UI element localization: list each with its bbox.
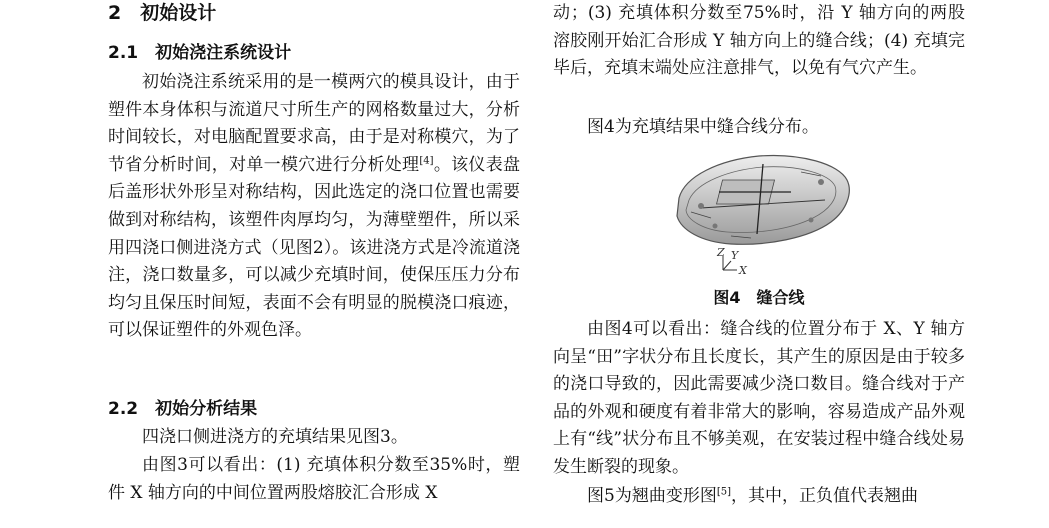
subsection-1-title: 2.1 初始浇注系统设计 [108, 43, 292, 63]
paragraph-weld-line-analysis: 由图4可以看出：缝合线的位置分布于 X、Y 轴方向呈“田”字状分布且长度长，其产生的原因是由于较多的浇口导致的，因此需要减少浇口数目。缝合线对于产品的外观和硬度有着非常大的影响，容易造成产品外观上有“线”状分布且不够美观，在安装过程中缝合线处易发生断裂的现象。 [553, 319, 965, 477]
weld-line-part-image [671, 146, 855, 278]
section-title: 2 初始设计 [108, 2, 217, 24]
paragraph-text: 初始浇注系统采用的是一模两穴的模具设计，由于塑件本身体积与流道尺寸所生产的网格数量过大，分析时间较长，对电脑配置要求高，由于是对称模穴，为了节省分析时间，对单一模穴进行分析处理 [108, 72, 520, 175]
paragraph-fill-result-intro: 四浇口侧进浇方的充填结果见图3。 [142, 427, 408, 447]
paragraph-fill-continued: 动；(3) 充填体积分数至75%时，沿 Y 轴方向的两股溶胶刚开始汇合形成 Y 轴方向上的缝合线；(4) 充填完毕后，充填末端处应注意排气，以免有气穴产生。 [553, 3, 965, 79]
citation-ref: [4] [419, 155, 434, 167]
paragraph-text-cont: 。该仪表盘后盖形状外形呈对称结构，因此选定的浇口位置也需要做到对称结构，该塑件肉厚均匀，为薄壁塑件，所以采用四浇口侧进浇方式（见图2）。该进浇方式是冷流道浇注，浇口数量多，可以减少充填时间，使保压压力分布均匀且保压时间短，表面不会有明显的脱模浇口痕迹，可以保证塑件的外观色泽。 [108, 154, 520, 341]
paragraph-fill-result-analysis: 由图3可以看出：(1) 充填体积分数至35%时，塑件 X 轴方向的中间位置两股熔胶汇合形成 X [108, 455, 520, 503]
paragraph-warpage-intro [553, 483, 965, 511]
axis-x-label: X [739, 264, 747, 277]
axis-z-label: Z [717, 246, 725, 259]
paragraph-figure4-intro: 图4为充填结果中缝合线分布。 [587, 117, 819, 137]
paragraph-text-cont: ，其中，正负值代表翘曲 [731, 486, 918, 506]
paragraph-text: 图5为翘曲变形图 [587, 486, 717, 506]
paragraph-gating-design [108, 69, 520, 345]
figure-4-caption: 图4 缝合线 [713, 288, 805, 307]
figure-4-weld-lines [671, 146, 855, 278]
axis-y-label: Y [731, 249, 739, 262]
axis-triad [716, 246, 748, 277]
subsection-2-title: 2.2 初始分析结果 [108, 399, 258, 419]
citation-ref: [5] [716, 486, 731, 498]
